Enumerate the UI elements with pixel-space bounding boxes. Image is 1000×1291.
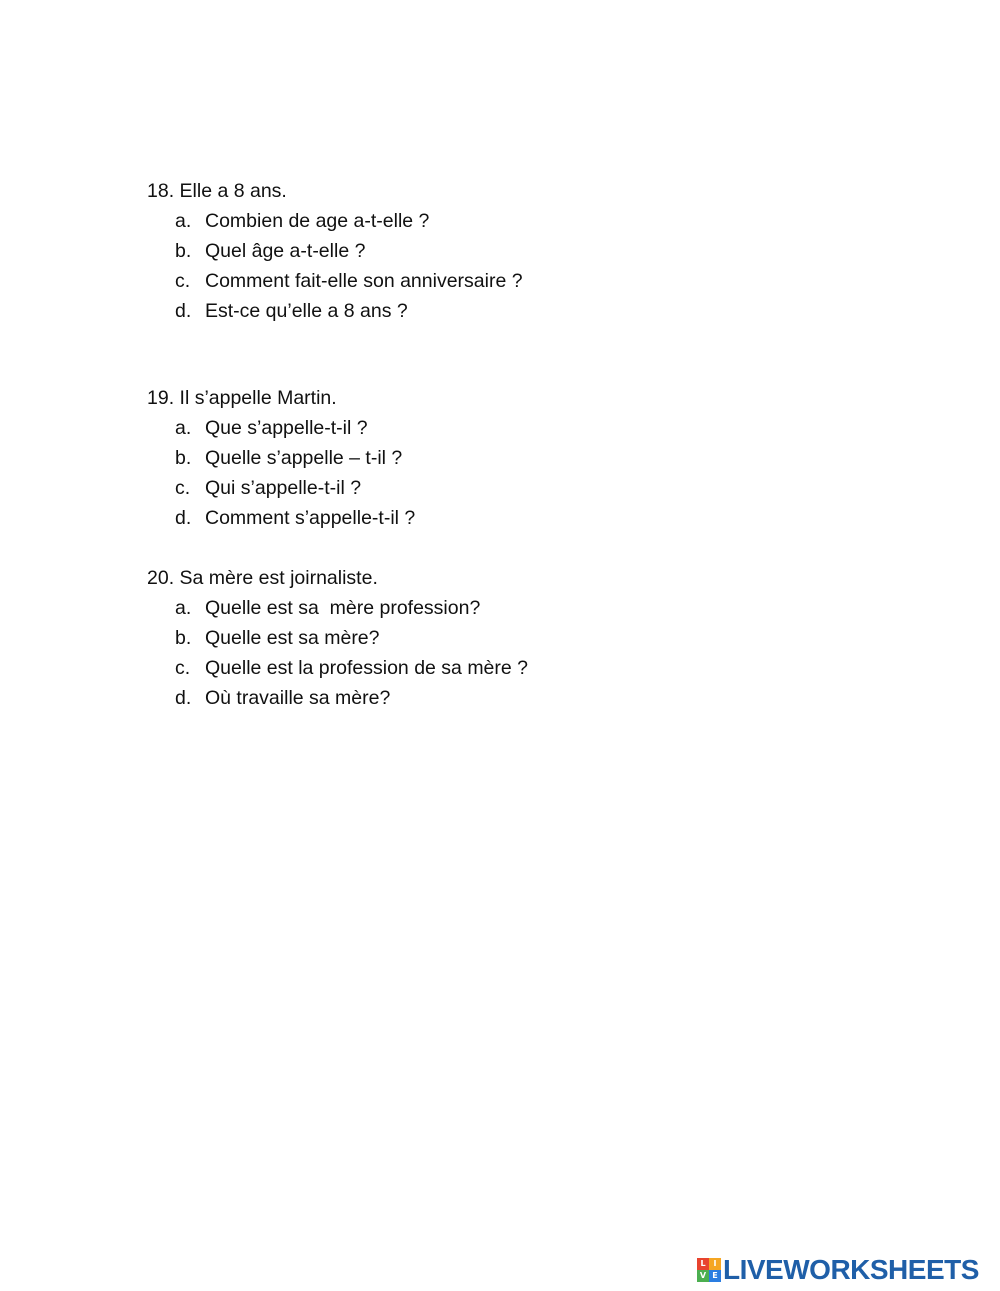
answer-option-b[interactable] — [147, 443, 847, 473]
answer-option-c[interactable] — [147, 473, 847, 503]
option-letter: d. — [175, 507, 192, 529]
option-letter: b. — [175, 627, 192, 649]
question-prompt: 18. Elle a 8 ans. — [147, 180, 287, 202]
answer-options — [147, 206, 847, 326]
answer-option-c[interactable] — [147, 266, 847, 296]
liveworksheets-mark-icon — [697, 1258, 721, 1282]
option-text: Qui s’appelle-t-il ? — [205, 477, 362, 499]
option-text: Quelle est sa mère profession? — [205, 597, 481, 619]
option-letter: b. — [175, 447, 192, 469]
option-text: Combien de age a-t-elle ? — [205, 210, 430, 232]
answer-option-b[interactable] — [147, 623, 847, 653]
option-letter: c. — [175, 270, 191, 292]
answer-option-a[interactable] — [147, 206, 847, 236]
option-text: Quelle est sa mère? — [205, 627, 380, 649]
answer-option-b[interactable] — [147, 236, 847, 266]
mark-letter: I — [709, 1258, 721, 1270]
mark-letter: V — [697, 1270, 709, 1282]
mark-letter: L — [697, 1258, 709, 1270]
option-letter: b. — [175, 240, 192, 262]
option-letter: c. — [175, 477, 191, 499]
option-letter: d. — [175, 300, 192, 322]
option-letter: c. — [175, 657, 191, 679]
question-prompt: 20. Sa mère est joirnaliste. — [147, 567, 378, 589]
answer-options — [147, 413, 847, 533]
option-text: Comment s’appelle-t-il ? — [205, 507, 416, 529]
answer-option-a[interactable] — [147, 593, 847, 623]
option-letter: d. — [175, 687, 192, 709]
option-text: Quel âge a-t-elle ? — [205, 240, 366, 262]
option-text: Où travaille sa mère? — [205, 687, 391, 709]
question-18 — [147, 176, 847, 326]
option-text: Que s’appelle-t-il ? — [205, 417, 368, 439]
question-prompt: 19. Il s’appelle Martin. — [147, 387, 337, 409]
option-text: Quelle s’appelle – t-il ? — [205, 447, 403, 469]
answer-options — [147, 593, 847, 713]
question-20 — [147, 563, 847, 713]
option-text: Quelle est la profession de sa mère ? — [205, 657, 529, 679]
answer-option-d[interactable] — [147, 296, 847, 326]
option-letter: a. — [175, 417, 192, 439]
option-text: Est-ce qu’elle a 8 ans ? — [205, 300, 408, 322]
option-letter: a. — [175, 210, 192, 232]
option-letter: a. — [175, 597, 192, 619]
mark-letter: E — [709, 1270, 721, 1282]
answer-option-c[interactable] — [147, 653, 847, 683]
answer-option-d[interactable] — [147, 503, 847, 533]
logo-wordmark: LIVEWORKSHEETS — [723, 1254, 979, 1285]
answer-option-a[interactable] — [147, 413, 847, 443]
question-19 — [147, 383, 847, 533]
liveworksheets-logo — [697, 1254, 979, 1286]
answer-option-d[interactable] — [147, 683, 847, 713]
option-text: Comment fait-elle son anniversaire ? — [205, 270, 523, 292]
